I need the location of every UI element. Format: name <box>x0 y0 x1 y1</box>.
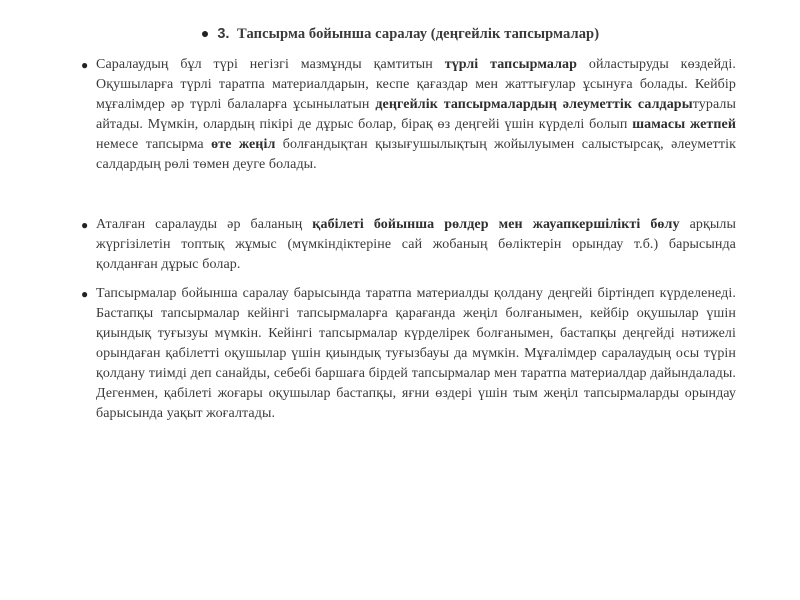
paragraph-2 <box>81 215 737 275</box>
paragraph-text: немесе тапсырма <box>96 137 212 152</box>
section-title: Тапсырма бойынша саралау (деңгейлік тапсырмалар) <box>237 26 600 42</box>
paragraph-bullet: ● <box>81 287 89 301</box>
paragraph-text: Саралаудың бұл түрі негізгі мазмұнды қамтитын <box>96 57 445 72</box>
emphasis-text: түрлі тапсырмалар <box>444 57 578 72</box>
section-number: 3. <box>217 26 230 42</box>
paragraph-text: арқылы жүргізілетін топтық жұмыс (мүмкіндіктеріне сай жобаның бөліктерін орындау т.б.) барысында қолданған дұрыс болар. <box>96 217 737 272</box>
paragraph-bullet: ● <box>81 58 89 72</box>
paragraph-text: Аталған саралауды әр баланың <box>96 217 313 232</box>
emphasis-text: шамасы жетпей <box>632 117 737 132</box>
paragraph-text: туралы айтады. Мүмкін, олардың пікірі де дұрыс болар, бірақ өз деңгейі үшін күрделі болып <box>96 97 736 132</box>
emphasis-text: деңгейлік тапсырмалардың әлеуметтік салдары <box>375 97 693 112</box>
paragraph-text: болғандықтан қызығушылықтың жойылуымен салыстырсақ, әлеуметтік салдардың рөлі төмен деуге болады. <box>96 137 736 172</box>
section-heading <box>0 24 800 45</box>
paragraph-text: Тапсырмалар бойынша саралау барысында таратпа материалды қолдану деңгейі біртіндеп күрделенеді. Бастапқы тапсырмалар кейінгі тапсырмаларға қарағанда жеңіл болғанымен, кейбір оқушылар үшін қиындық туғызуы мүмкін. Кейінгі тапсырмалар күрделірек болғанымен, бастапқы деңгейді нәтижелі орындаған қабілетті оқушылар үшін қиындық туғызбауы да мүмкін. Мұғалімдер саралаудың осы түрін қолдану тиімді деп санайды, себебі баршаға бірдей тапсырмалар мен таратпа материалдар дайындалады. Дегенмен, қабілеті жоғары оқушылар бастапқы, яғни өздері үшін тым жеңіл тапсырмаларды орындау барысында уақыт жоғалтады. <box>96 286 736 421</box>
emphasis-text: қабілеті бойынша рөлдер мен жауапкершілікті бөлу <box>312 217 680 232</box>
paragraph-3 <box>81 284 736 424</box>
heading-bullet: ● <box>200 27 210 42</box>
paragraph-1 <box>81 55 737 175</box>
emphasis-text: өте жеңіл <box>211 137 276 152</box>
paragraph-bullet: ● <box>81 218 89 232</box>
paragraph-text: ойластыруды көздейді. Оқушыларға түрлі таратпа материалдарын, кеспе қағаздар мен жаттығулар ұсынуға болады. Кейбір мұғалімдер әр түрлі балаларға ұсынылатын <box>96 57 736 112</box>
